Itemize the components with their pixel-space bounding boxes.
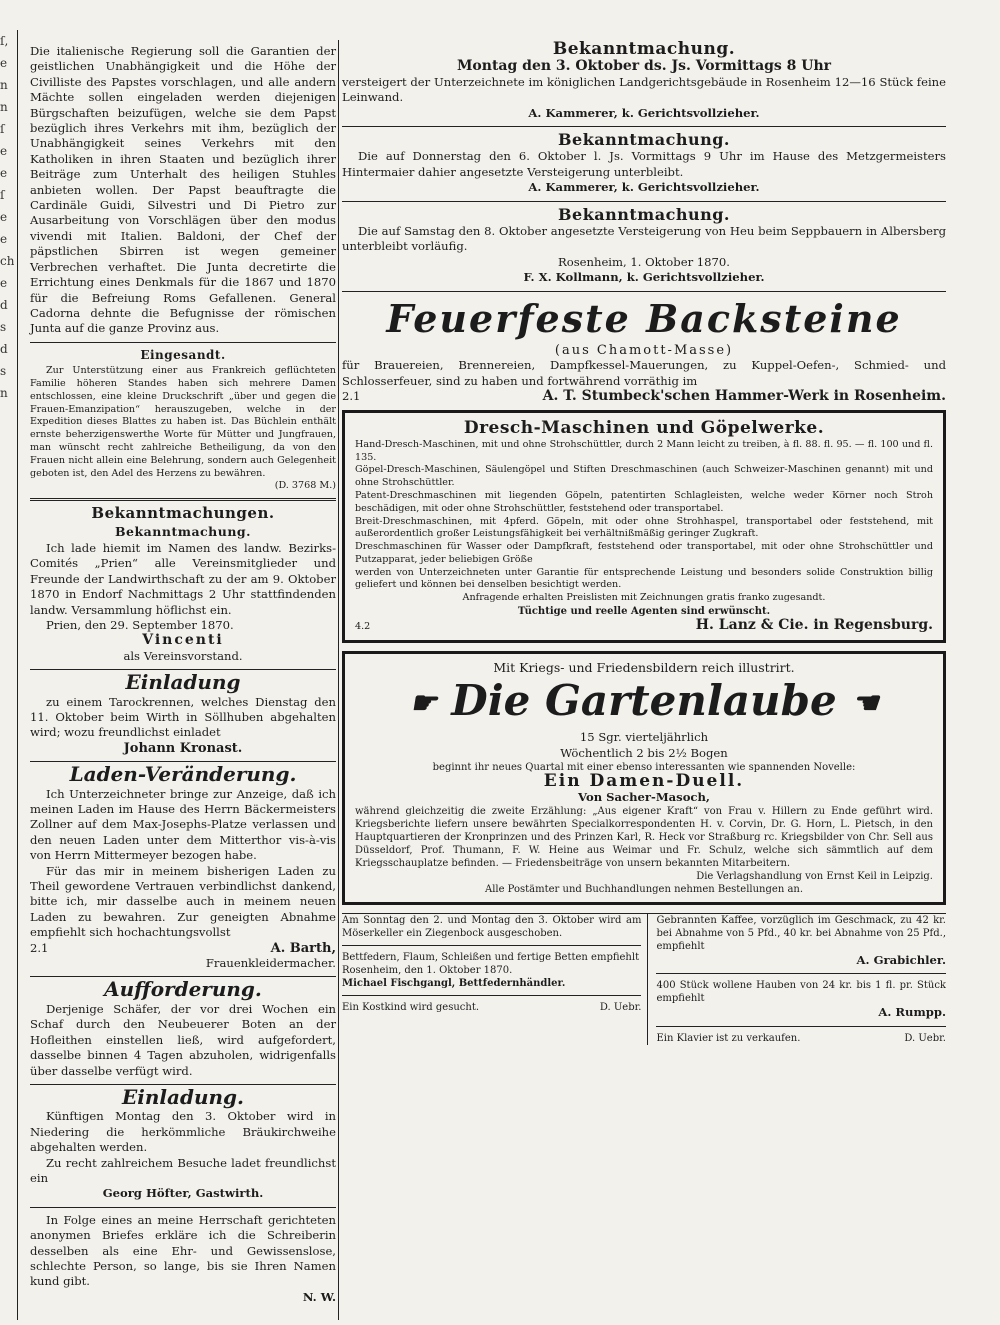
gartenlaube-post: Alle Postämter und Buchhandlungen nehmen Bestellungen an.: [484, 883, 804, 895]
bekanntmachung-signature: Vincenti: [142, 632, 224, 649]
laden-role: Frauenkleidermacher.: [205, 956, 336, 971]
hauben-signature: A. Rumpp.: [878, 1005, 946, 1020]
pointing-hand-left-icon: ☛: [409, 686, 437, 722]
bek1-text: versteigert der Unterzeichnete im königlichen Landgerichtsgebäude in Rosenheim 12—16 Stück feine Leinwand.: [342, 74, 946, 105]
bek1-heading: Bekanntmachung.: [552, 39, 736, 59]
bek3-signature: F. X. Kollmann, k. Gerichtsvollzieher.: [523, 270, 765, 285]
dresch-line-7: Anfragende erhalten Preislisten mit Zeichnungen gratis franko zugesandt.: [462, 592, 826, 604]
bekanntmachung-subheading: Bekanntmachung.: [114, 523, 252, 539]
einladung-2-text-2: Zu recht zahlreichem Besuche ladet freundlichst ein: [30, 1155, 336, 1185]
laden-text-2: Für das mir in meinem bisherigen Laden zu Theil gewordene Vertrauen verbindlichst dankend, bitte ich, mir dasselbe auch in meinem neuen Laden zu bewahren. Zur geneigten Abnahme empfiehlt sich hochachtungsvollst: [30, 863, 336, 940]
gartenlaube-author: Von Sacher-Masoch,: [578, 789, 710, 804]
bettfedern-text: Bettfedern, Flaum, Schleißen und fertige Betten empfiehlt: [342, 951, 640, 963]
ziegenbock-text: Am Sonntag den 2. und Montag den 3. Oktober wird am Möserkeller ein Ziegenbock ausgeschoben.: [342, 914, 642, 939]
gartenlaube-title-row: [355, 675, 933, 730]
kostkind-row: [342, 1001, 641, 1014]
dresch-signature: H. Lanz & Cie. in Regensburg.: [695, 617, 933, 634]
klavier-row: [656, 1032, 946, 1045]
gartenlaube-price: 15 Sgr. vierteljährlich: [579, 730, 709, 745]
dresch-line-3: Patent-Dreschmaschinen mit liegenden Göpeln, patentirten Schlagleisten, welche weder Körner noch Stroh beschädigen, mit oder ohne Strohschüttler, feststehend oder transportabel.: [355, 489, 933, 514]
bek3-heading: Bekanntmachung.: [557, 204, 730, 224]
bekanntmachung-text: Ich lade hiemit im Namen des landw. Bezirks-Comités „Prien“ alle Vereinsmitglieder und Freunde der Landwirthschaft zu der am 9. Oktober 1870 in Endorf Nachmittags 2 Uhr stattfindenden landw. Versammlung höflichst ein.: [30, 540, 336, 617]
dresch-line-6: werden von Unterzeichneten unter Garantie für entsprechende Leistung und besonders solide Construktion billig geliefert und können bei denselben besichtigt werden.: [355, 566, 933, 591]
gartenlaube-novel: Ein Damen-Duell.: [543, 771, 745, 792]
dresch-line-2: Göpel-Dresch-Maschinen, Säulengöpel und Stiften Dreschmaschinen (auch Schweizer-Maschinen genannt) mit und ohne Strohschüttler.: [355, 464, 933, 489]
column-rule: [338, 40, 339, 1320]
dresch-line-1: Hand-Dresch-Maschinen, mit und ohne Strohschüttler, durch 2 Mann leicht zu treiben, à fl. 88. fl. 95. — fl. 100 und fl. 135.: [355, 438, 933, 463]
bek2-heading: Bekanntmachung.: [557, 130, 730, 150]
gartenlaube-top-line: Mit Kriegs- und Friedensbildern reich illustrirt.: [493, 659, 795, 675]
dresch-heading: Dresch-Maschinen und Göpelwerke.: [463, 418, 825, 439]
bekanntmachungen-heading: Bekanntmachungen.: [91, 504, 275, 523]
einladung-2-signature: Georg Höfter, Gastwirth.: [102, 1186, 264, 1201]
bek3-text: Die auf Samstag den 8. Oktober angesetzte Versteigerung von Heu beim Seppbauern in Albersberg unterbleibt vorläufig.: [342, 224, 946, 254]
gartenlaube-title: Die Gartenlaube: [451, 676, 837, 726]
einladung-1-heading: Einladung: [125, 670, 241, 695]
brief-signature: N. W.: [302, 1289, 336, 1304]
dresch-signature-row: [355, 618, 933, 634]
gartenlaube-text: während gleichzeitig die zweite Erzählung: „Aus eigener Kraft“ von Frau v. Hillern zu Ende geführt wird. Kriegsberichte liefern unsere bewährten Specialkorrespondenten H. v. Corvin, Dr. G. Horn, L. Pietsch, in den Hauptquartieren der Kronprinzen und des Prinzen Karl, R. Heck vor Straßburg rc. Kriegsbilder von Chr. Sell aus Düsseldorf, Prof. Thumann, F. W. Heine aus Weimar und Fr. Schulz, welche sich sämmtlich auf dem Kriegsschauplatze befinden. — Friedensbeiträge von unsern bekannten Mitarbeitern.: [355, 805, 933, 869]
bekanntmachung-role: als Vereinsvorstand.: [123, 648, 243, 663]
previous-page-edge: ſ, e n n ſ e e ſ e e ch e d s d s n: [0, 34, 14, 400]
eingesandt-text: Zur Unterstützung einer aus Frankreich geflüchteten Familie höheren Standes haben sich mehrere Damen entschlossen, eine kleine Druckschrift „über und gegen die Frauen-Emanzipation“ herauszugeben, welche in der Expedition dieses Blattes zu haben ist. Das Büchlein enthält ernste beherzigenswerthe Worte für Mütter und Jungfrauen, man wünscht recht zahlreiche Betheiligung, da von den Frauen nicht allein eine Belehrung, sondern auch Gelegenheit geboten ist, den Adel des Herzens zu bewähren.: [30, 365, 336, 479]
left-column: [30, 44, 336, 1305]
einladung-1-text: zu einem Tarockrennen, welches Dienstag den 11. Oktober beim Wirth in Söllhuben abgehalten wird; wozu freundlichst einladet: [30, 694, 336, 740]
bek1-signature: A. Kammerer, k. Gerichtsvollzieher.: [528, 105, 760, 120]
feuerfeste-signature-row: [342, 389, 946, 404]
kostkind-text: Ein Kostkind wird gesucht.: [342, 1001, 480, 1013]
gartenlaube-ad-box: [342, 651, 946, 905]
feuerfeste-number: 2.1: [342, 388, 361, 403]
laden-number: 2.1: [30, 940, 49, 955]
brief-text: In Folge eines an meine Herrschaft gerichteten anonymen Briefes erkläre ich die Schreiberin desselben als eine Ehr- und Gewissenslose, schlechte Person, so lange, bis sie Ihren Namen kund gibt.: [30, 1212, 336, 1289]
eingesandt-code: (D. 3768 M.): [274, 480, 336, 492]
small-ads-right: [648, 914, 946, 1045]
laden-signature: A. Barth,: [270, 940, 336, 956]
kaffee-text: Gebrannten Kaffee, vorzüglich im Geschmack, zu 42 kr. bei Abnahme von 5 Pfd., 40 kr. bei Abnahme von 25 Pfd., empfiehlt: [656, 914, 946, 952]
bek3-date: Rosenheim, 1. Oktober 1870.: [557, 254, 730, 269]
small-ads-grid: [342, 913, 946, 1045]
bek1-date-line: Montag den 3. Oktober ds. Js. Vormittags 8 Uhr: [456, 58, 832, 75]
klavier-code: D. Uebr.: [904, 1032, 946, 1044]
kostkind-code: D. Uebr.: [599, 1001, 642, 1013]
dresch-number: 4.2: [355, 621, 371, 633]
pointing-hand-right-icon: ☚: [851, 686, 879, 722]
dresch-line-8: Tüchtige und reelle Agenten sind erwünscht.: [517, 606, 771, 618]
einladung-1-signature: Johann Kronast.: [123, 740, 243, 756]
klavier-text: Ein Klavier ist zu verkaufen.: [656, 1032, 801, 1044]
kaffee-signature: A. Grabichler.: [856, 952, 946, 967]
hauben-text: 400 Stück wollene Hauben von 24 kr. bis 1 fl. pr. Stück empfiehlt: [656, 980, 946, 1005]
right-column: [342, 40, 946, 1045]
article-italy: Die italienische Regierung soll die Garantien der geistlichen Unabhängigkeit und die Höhe der Civilliste des Papstes vorschlagen, und alle andern Mächte sollen eingeladen werden diejenigen Bürgschaften beizufügen, welche sie dem Papst bezüglich ihres Verkehrs mit ihm, bezüglich der Unabhängigkeit seines Verkehrs mit den Katholiken in ihren Staaten und bezüglich ihrer Beiträge zum Unterhalt des heiligen Stuhles anbieten wollen. Der Papst beauftragte die Cardinäle Guidi, Silvestri und Di Pietro zur Ausarbeitung von Vorschlägen über den modus vivendi mit Italien. Baldoni, der Chef der päpstlichen Sbirren ist wegen gemeiner Verbrechen verhaftet. Die Junta decretirte die Errichtung eines Denkmals für die 1867 und 1870 für die Befreiung Roms Gefallenen. General Cadorna dehnte die Befugnisse der römischen Junta auf die ganze Provinz aus.: [30, 44, 336, 336]
einladung-2-heading: Einladung.: [122, 1084, 244, 1109]
bek2-text: Die auf Donnerstag den 6. Oktober l. Js. Vormittags 9 Uhr im Hause des Metzgermeisters Hintermaier dahier angesetzte Versteigerung unterbleibt.: [342, 149, 946, 179]
small-ads-left: [342, 914, 648, 1045]
laden-signature-row: [30, 941, 336, 956]
gartenlaube-signature: Die Verlagshandlung von Ernst Keil in Leipzig.: [696, 870, 933, 882]
feuerfeste-subheading: (aus Chamott-Masse): [554, 342, 734, 358]
feuerfeste-heading: Feuerfeste Backsteine: [386, 295, 902, 341]
dresch-ad-box: [342, 410, 946, 643]
gartenlaube-begin: beginnt ihr neues Quartal mit einer ebenso interessanten wie spannenden Novelle:: [432, 762, 856, 774]
bettfedern-signature: Michael Fischgangl, Bettfedernhändler.: [342, 977, 566, 989]
dresch-line-4: Breit-Dreschmaschinen, mit 4pferd. Göpeln, mit oder ohne Strohhaspel, transportabel oder feststehend, mit außerordentlich großer Leistungsfähigkeit bei verhältnißmäßig geringer Zugkraft.: [355, 515, 933, 540]
aufforderung-text: Derjenige Schäfer, der vor drei Wochen ein Schaf durch den Neubeuerer Boten an der Hofleithen einstellen ließ, wird aufgefordert, dasselbe binnen 4 Tagen abzuholen, widrigenfalls über dasselbe verfügt wird.: [30, 1001, 336, 1078]
bettfedern-date: Rosenheim, den 1. Oktober 1870.: [342, 964, 513, 976]
gartenlaube-weekly: Wöchentlich 2 bis 2½ Bogen: [560, 745, 728, 760]
aufforderung-heading: Aufforderung.: [104, 977, 262, 1002]
laden-text-1: Ich Unterzeichneter bringe zur Anzeige, daß ich meinen Laden im Hause des Herrn Bäckermeisters Zollner auf dem Max-Josephs-Platze verlassen und den neuen Laden unter dem Mitterthor vis-à-vis von Herrn Mittermeyer bezogen habe.: [30, 786, 336, 863]
feuerfeste-signature: A. T. Stumbeck'schen Hammer-Werk in Rosenheim.: [542, 387, 946, 404]
eingesandt-heading: Eingesandt.: [140, 347, 226, 362]
laden-heading: Laden-Veränderung.: [69, 762, 297, 787]
feuerfeste-text: für Brauereien, Brennereien, Dampfkessel-Mauerungen, zu Kuppel-Oefen-, Schmied- und Schlosserfeuer, sind zu haben und fortwährend vorräthig im: [342, 358, 946, 388]
bekanntmachung-date: Prien, den 29. September 1870.: [46, 617, 234, 632]
bek2-signature: A. Kammerer, k. Gerichtsvollzieher.: [528, 180, 760, 195]
edge-rule: [17, 30, 18, 1320]
dresch-line-5: Dreschmaschinen für Wasser oder Dampfkraft, feststehend oder transportabel, mit oder ohne Strohschüttler und Putzapparat, jeder beliebigen Größe: [355, 541, 933, 565]
einladung-2-text: Künftigen Montag den 3. Oktober wird in Niedering die herkömmliche Bräukirchweihe abgehalten werden.: [30, 1109, 336, 1155]
